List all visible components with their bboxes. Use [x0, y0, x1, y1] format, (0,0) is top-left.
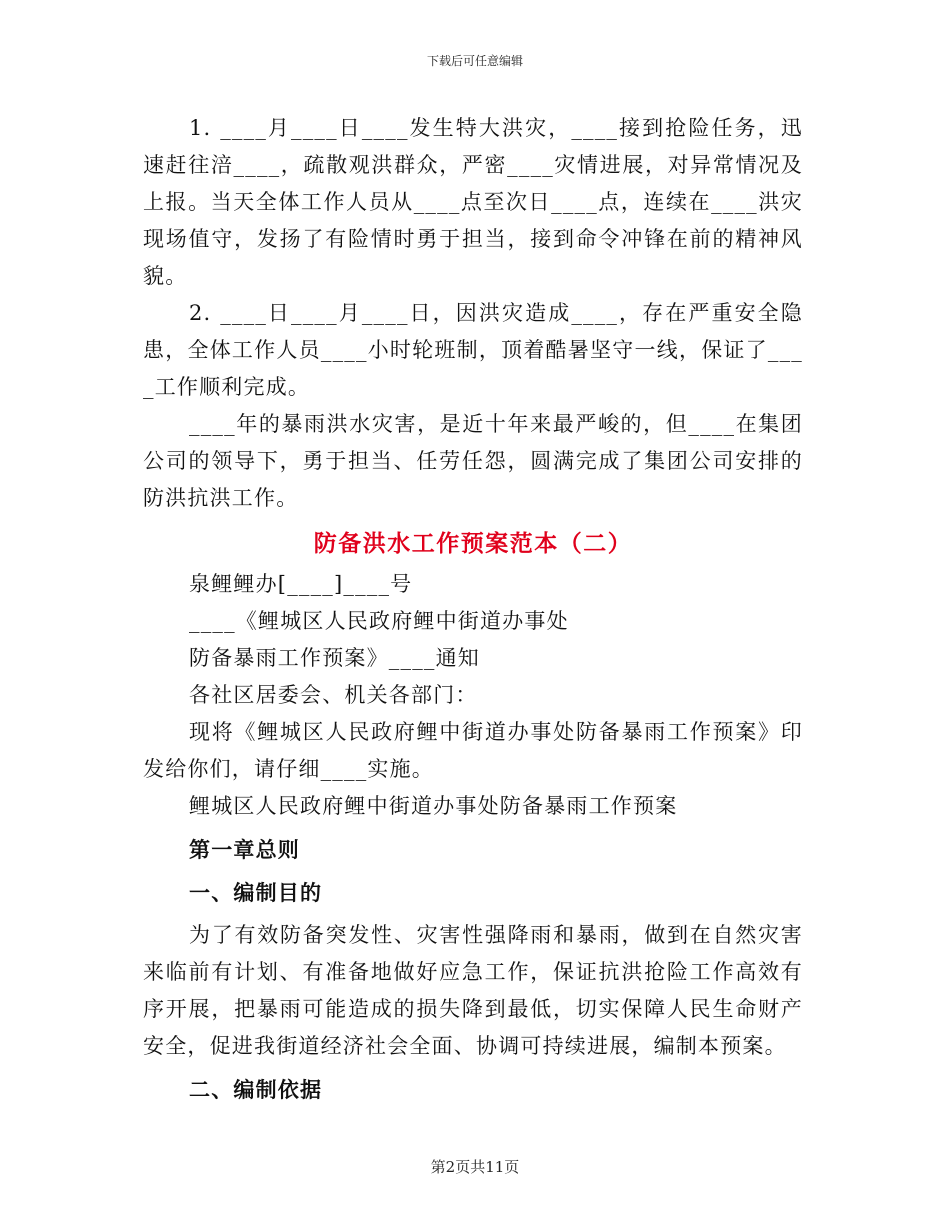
section-heading-2: 二、编制依据	[189, 1077, 323, 1102]
paragraph-2: 2. ____日____月____日，因洪灾造成____，存在严重安全隐患，全体工作人员____小时轮班制，顶着酷暑坚守一线，保证了____工作顺利完成。	[143, 301, 803, 399]
document-number: 泉鲤鲤办[____]____号	[189, 572, 413, 596]
notice-title-line1: ____《鲤城区人民政府鲤中街道办事处	[189, 609, 569, 633]
section-1-body: 为了有效防备突发性、灾害性强降雨和暴雨，做到在自然灾害来临前有计划、有准备地做好应急工作，保证抗洪抢险工作高效有序开展，把暴雨可能造成的损失降到最低，切实保障人民生命财产安全，促进我街道经济社会全面、协调可持续进展，编制本预案。	[143, 923, 803, 1058]
section-heading-1: 一、编制目的	[189, 880, 323, 905]
page-footer: 第2页共11页	[430, 1158, 520, 1176]
paragraph-3: ____年的暴雨洪水灾害，是近十年来最严峻的，但____在集团公司的领导下，勇于担当、任劳任怨，圆满完成了集团公司安排的防洪抗洪工作。	[143, 412, 803, 510]
section-title: 防备洪水工作预案范本（二）	[313, 530, 633, 557]
notice-title-line2: 防备暴雨工作预案》____通知	[189, 646, 480, 670]
paragraph-1: 1. ____月____日____发生特大洪灾，____接到抢险任务，迅速赶往涪____，疏散观洪群众，严密____灾情进展，对异常情况及上报。当天全体工作人员从____点至次日____点，连续在____洪灾现场值守，发扬了有险情时勇于担当，接到命令冲锋在前的精神风貌。	[143, 116, 803, 288]
notice-body: 现将《鲤城区人民政府鲤中街道办事处防备暴雨工作预案》印发给你们，请仔细____实施。	[143, 720, 803, 781]
plan-title: 鲤城区人民政府鲤中街道办事处防备暴雨工作预案	[189, 794, 678, 818]
page-header: 下载后可任意编辑	[426, 54, 523, 68]
addressee: 各社区居委会、机关各部门：	[189, 683, 478, 707]
chapter-heading: 第一章总则	[189, 837, 300, 862]
document-body	[143, 110, 803, 1108]
